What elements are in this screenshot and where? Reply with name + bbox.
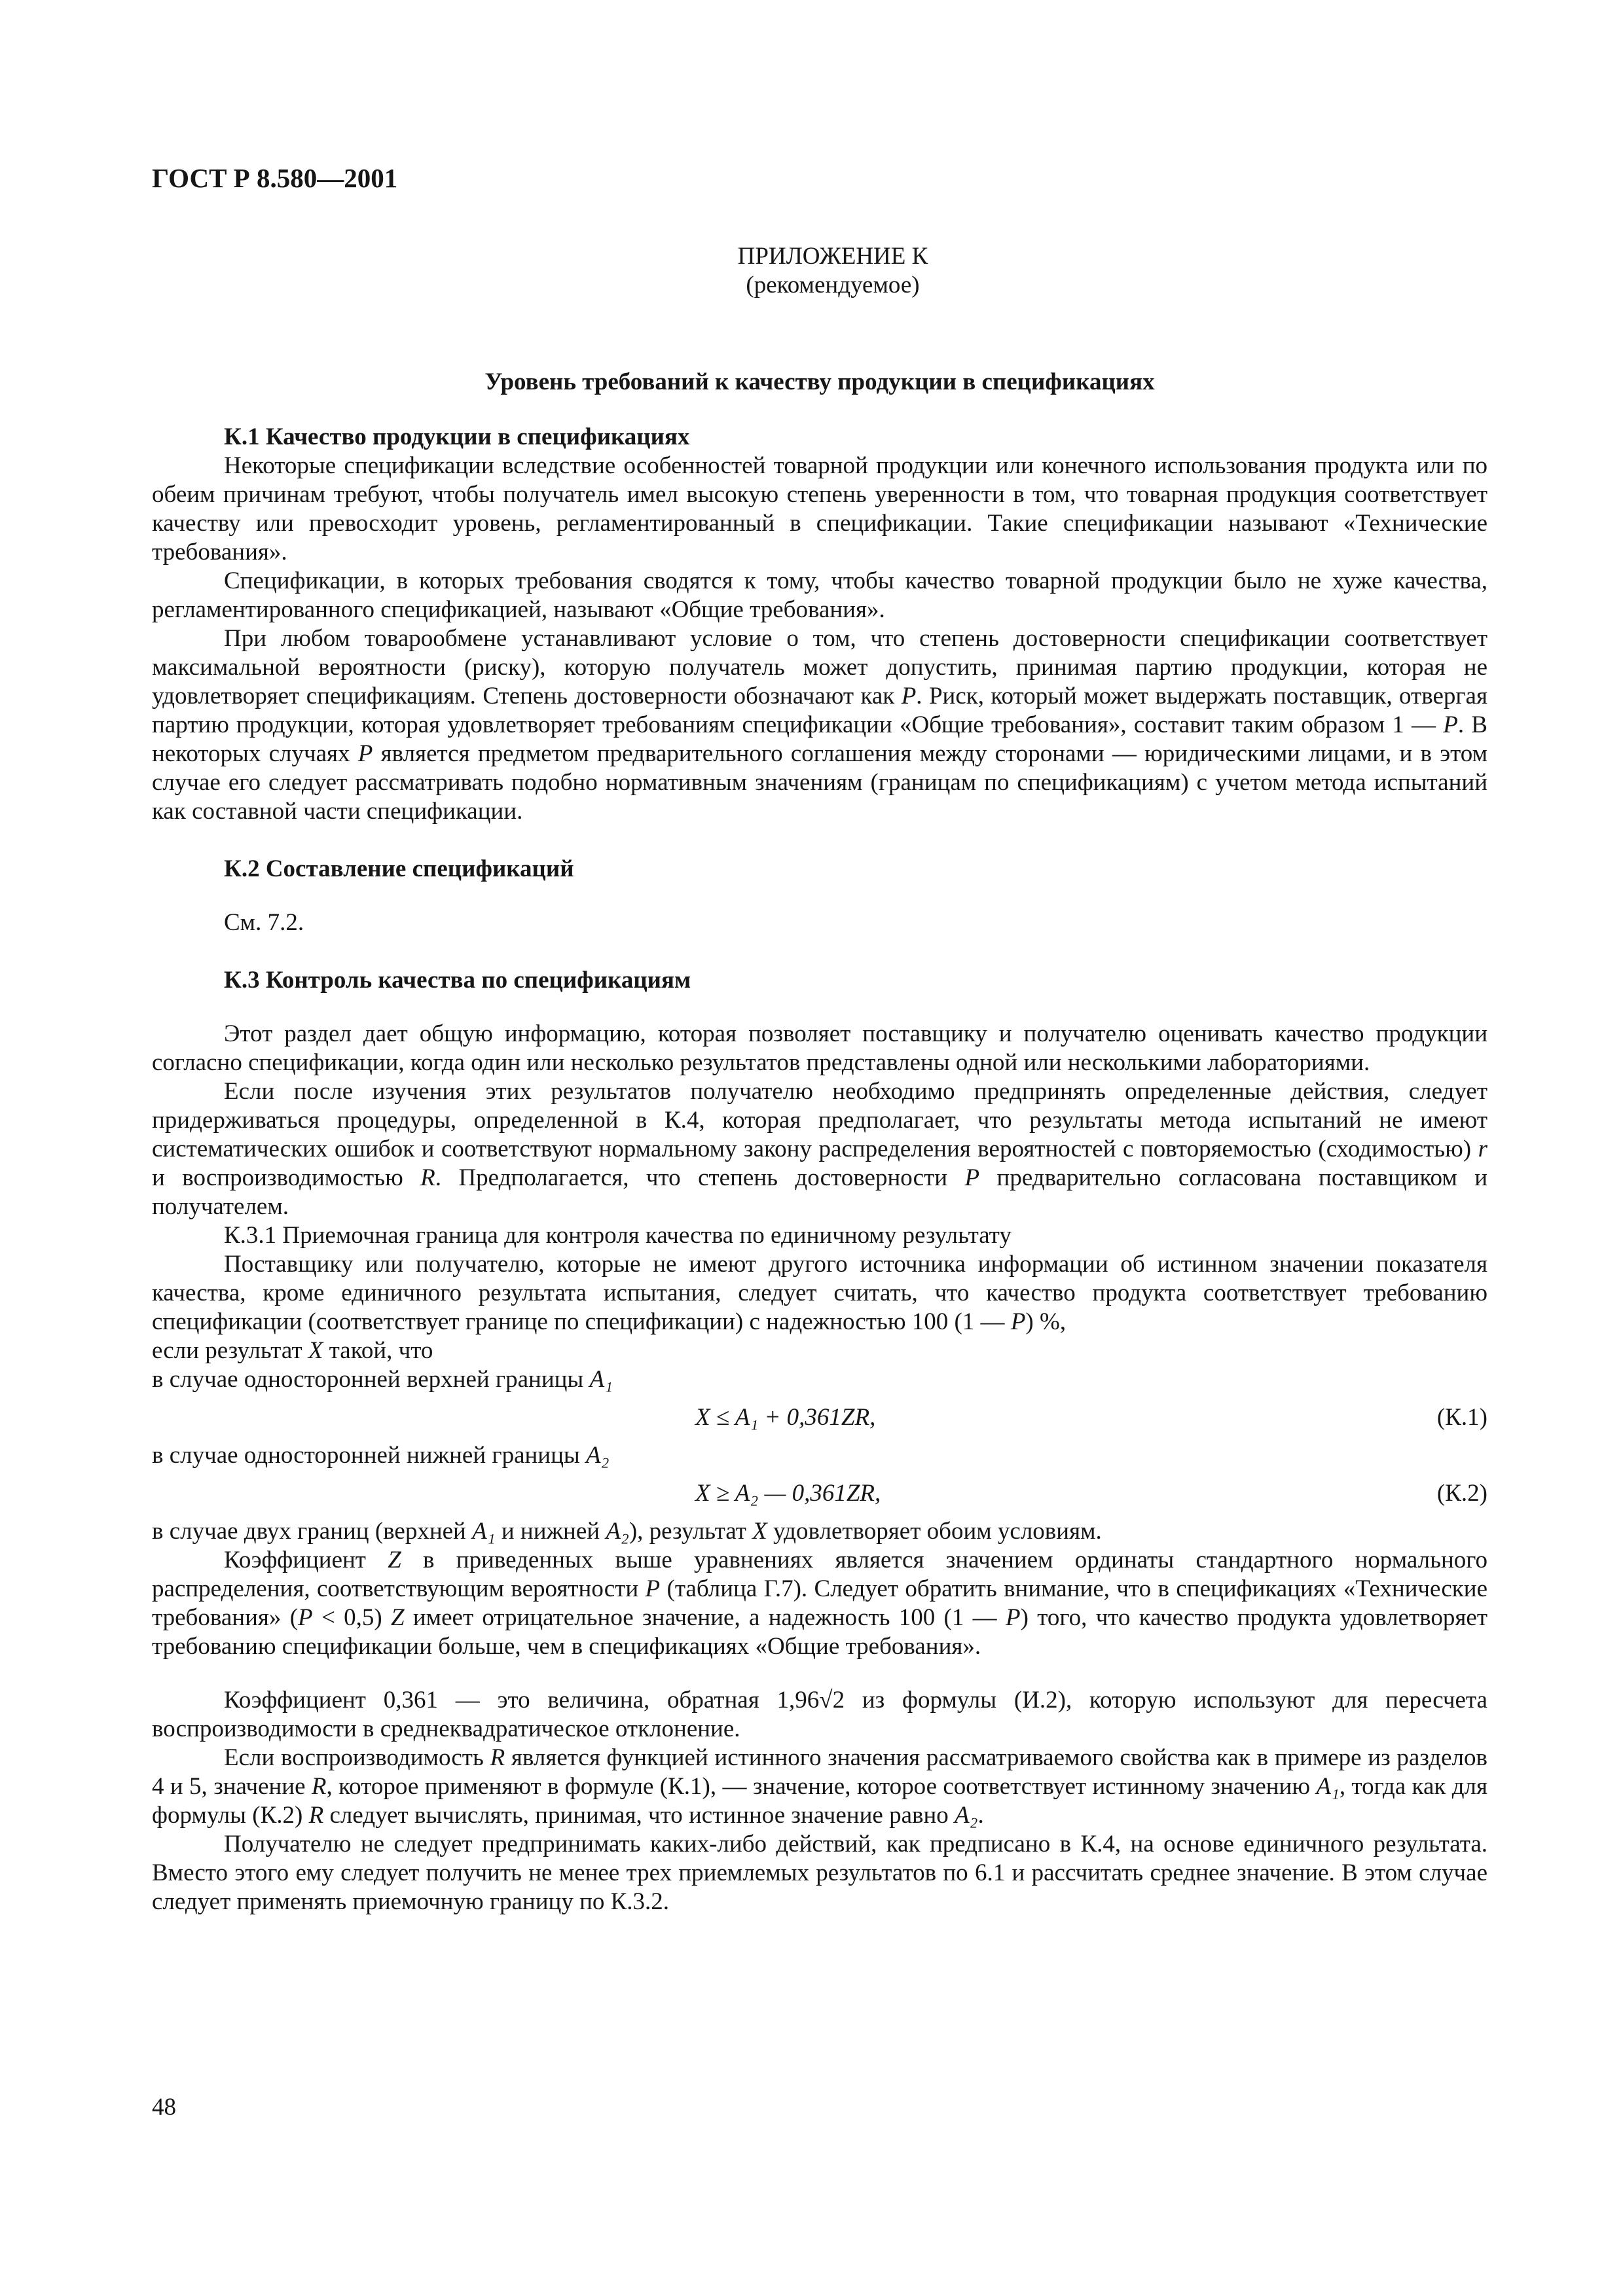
paragraph: При любом товарообмене устанавливают условие о том, что степень достоверности спецификации соответствует максимальной вероятности (риску), которую получатель может допустить, принимая партию продукции, которая не удовлетворяет спецификациям. Степень достоверности обозначают как P. Риск, который может выдержать поставщик, отвергая партию продукции, которая удовлетворяет требованиям спецификации «Общие требования», составит таким образом 1 — P. В некоторых случаях P является предметом предварительного соглашения между сторонами — юридическими лицами, и в этом случае его следует рассматривать подобно нормативным значениям (границам по спецификациям) с учетом метода испытаний как составной части спецификации. [152, 625, 1488, 825]
formula-number: (К.1) [1436, 1404, 1487, 1431]
paragraph: в случае односторонней верхней границы A₁ [152, 1366, 613, 1393]
section-heading-k3: К.3 Контроль качества по спецификациям [224, 967, 691, 994]
paragraph: Коэффициент Z в приведенных выше уравнениях является значением ординаты стандартного нормального распределения, соответствующим вероятности P (таблица Г.7). Следует обратить внимание, что в спецификациях «Технические требования» (P < 0,5) Z имеет отрицательное значение, а надежность 100 (1 — P) того, что качество продукта удовлетворяет требованию спецификации больше, чем в спецификациях «Общие требования». [152, 1547, 1488, 1660]
document-code: ГОСТ Р 8.580—2001 [152, 163, 398, 193]
formula-expression: X ≥ A₂ — 0,361ZR, [695, 1480, 881, 1507]
paragraph: если результат X такой, что [152, 1337, 433, 1364]
section-heading-k2: К.2 Составление спецификаций [224, 855, 574, 882]
paragraph: См. 7.2. [224, 909, 304, 936]
main-title: Уровень требований к качеству продукции в спецификациях [484, 368, 1155, 395]
formula-number: (К.2) [1436, 1480, 1487, 1507]
section-heading-k1: К.1 Качество продукции в спецификациях [224, 423, 690, 450]
appendix-note: (рекомендуемое) [746, 272, 920, 298]
subsection-heading: К.3.1 Приемочная граница для контроля качества по единичному результату [224, 1222, 1012, 1249]
paragraph: в случае односторонней нижней границы A₂ [152, 1442, 610, 1469]
page-number: 48 [152, 2094, 176, 2121]
paragraph: Спецификации, в которых требования сводятся к тому, чтобы качество товарной продукции было не хуже качества, регламентированного спецификацией, называют «Общие требования». [152, 567, 1487, 623]
paragraph: Поставщику или получателю, которые не имеют другого источника информации об истинном значении показателя качества, кроме единичного результата испытания, следует считать, что качество продукта соответствует требованию спецификации (соответствует границе по спецификации) с надежностью 100 (1 — P) %, [152, 1251, 1487, 1335]
paragraph: Если воспроизводимость R является функцией истинного значения рассматриваемого свойства как в примере из разделов 4 и 5, значение R, которое применяют в формуле (К.1), — значение, которое соответствует истинному значению A₁, тогда как для формулы (К.2) R следует вычислять, принимая, что истинное значение равно A₂. [152, 1744, 1488, 1829]
paragraph: Некоторые спецификации вследствие особенностей товарной продукции или конечного использования продукта или по обеим причинам требуют, чтобы получатель имел высокую степень уверенности в том, что товарная продукция соответствует качеству или превосходит уровень, регламентированный в спецификации. Такие спецификации называют «Технические требования». [152, 452, 1487, 565]
paragraph: Этот раздел дает общую информацию, которая позволяет поставщику и получателю оценивать качество продукции согласно спецификации, когда один или несколько результатов представлены одной или несколькими лабораториями. [152, 1020, 1487, 1076]
formula-expression: X ≤ A₁ + 0,361ZR, [695, 1404, 876, 1431]
sqrt-expression: √2 [819, 1687, 845, 1713]
page-content [152, 164, 1487, 1916]
formula-k2 [152, 1470, 1487, 1517]
paragraph: Получателю не следует предпринимать каких-либо действий, как предписано в К.4, на основе единичного результата. Вместо этого ему следует получить не менее трех приемлемых результатов по 6.1 и рассчитать среднее значение. В этом случае следует применять приемочную границу по К.3.2. [152, 1831, 1487, 1915]
paragraph: Коэффициент 0,361 — это величина, обратная 1,96√2 из формулы (И.2), которую используют для пересчета воспроизводимости в среднеквадратическое отклонение. [152, 1687, 1487, 1742]
paragraph: в случае двух границ (верхней A₁ и нижней A₂), результат X удовлетворяет обоим условиям. [152, 1518, 1102, 1545]
paragraph: Если после изучения этих результатов получателю необходимо предпринять определенные действия, следует придерживаться процедуры, определенной в К.4, которая предполагает, что результаты метода испытаний не имеют систематических ошибок и соответствуют нормальному закону распределения вероятностей с повторяемостью (сходимостью) r и воспроизводимостью R. Предполагается, что степень достоверности P предварительно согласована поставщиком и получателем. [152, 1078, 1487, 1220]
formula-k1 [152, 1394, 1487, 1441]
appendix-title: ПРИЛОЖЕНИЕ К [737, 243, 928, 270]
